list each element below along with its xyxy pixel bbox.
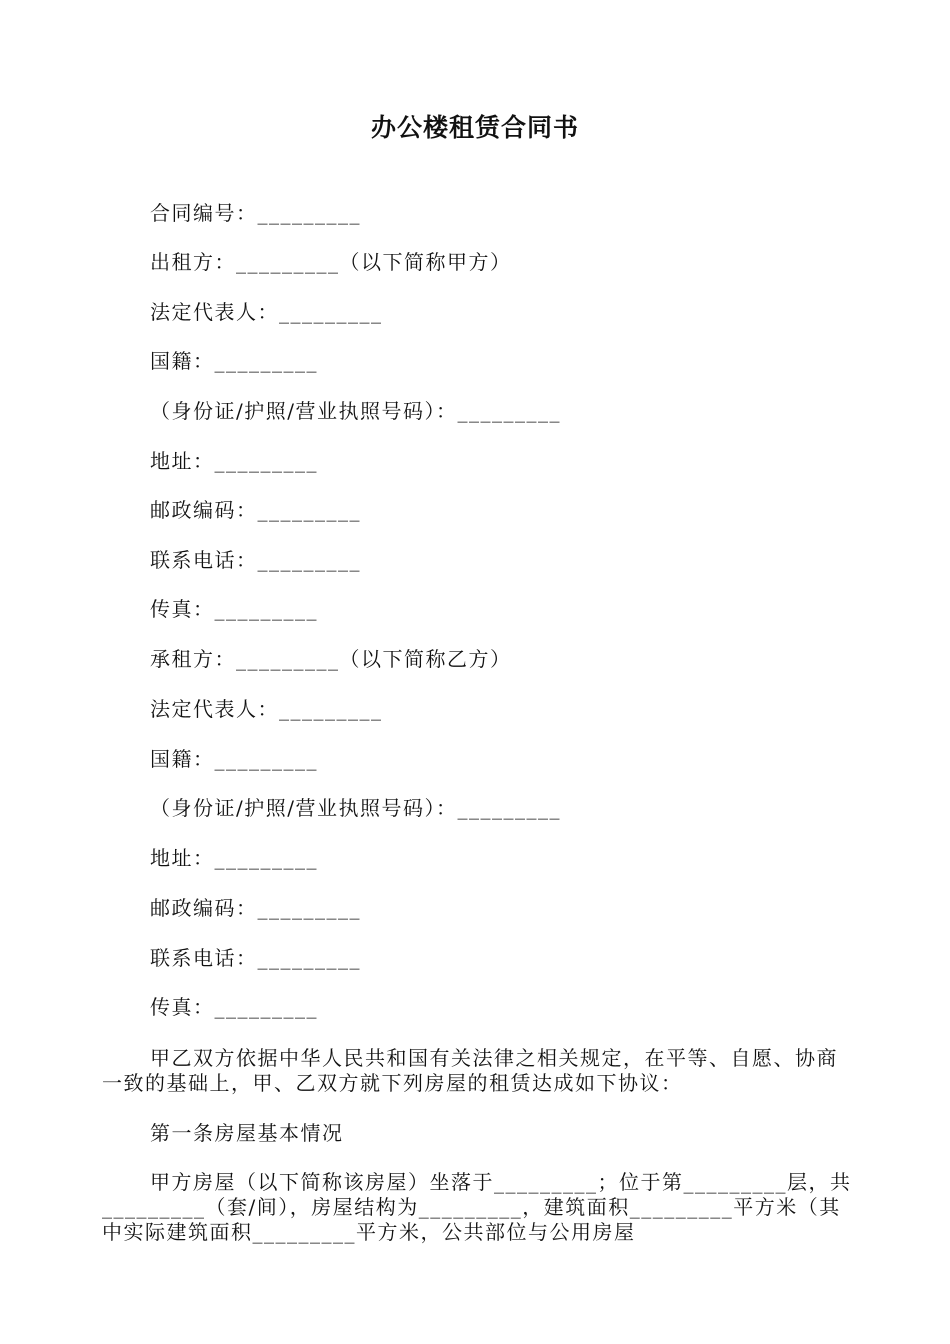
lessee-address-line: 地址：_________ — [150, 846, 318, 870]
contract-number-line: 合同编号：_________ — [150, 201, 361, 225]
lessor-line: 出租方：_________（以下简称甲方） — [150, 250, 512, 274]
lessee-fax-line: 传真：_________ — [150, 995, 318, 1019]
article-1-paragraph: 甲方房屋（以下简称该房屋）坐落于_________；位于第_________层，共_________（套/间），房屋结构为_________，建筑面积_________平方米（其中实际建筑面积_________平方米，公共部位与公用房屋 — [102, 1170, 852, 1244]
lessor-id-number-line: （身份证/护照/营业执照号码）：_________ — [150, 399, 561, 423]
lessor-address-line: 地址：_________ — [150, 449, 318, 473]
lessor-legal-rep-line: 法定代表人：_________ — [150, 300, 383, 324]
lessee-phone-line: 联系电话：_________ — [150, 946, 361, 970]
lessee-postcode-line: 邮政编码：_________ — [150, 896, 361, 920]
lessor-phone-line: 联系电话：_________ — [150, 548, 361, 572]
lessor-fax-line: 传真：_________ — [150, 597, 318, 621]
article-1-heading: 第一条房屋基本情况 — [150, 1121, 344, 1145]
lessee-legal-rep-line: 法定代表人：_________ — [150, 697, 383, 721]
lessee-id-number-line: （身份证/护照/营业执照号码）：_________ — [150, 796, 561, 820]
lessee-line: 承租方：_________（以下简称乙方） — [150, 647, 512, 671]
document-title: 办公楼租赁合同书 — [370, 113, 579, 142]
lessee-nationality-line: 国籍：_________ — [150, 747, 318, 771]
lessor-nationality-line: 国籍：_________ — [150, 349, 318, 373]
lessor-postcode-line: 邮政编码：_________ — [150, 498, 361, 522]
intro-paragraph: 甲乙双方依据中华人民共和国有关法律之相关规定，在平等、自愿、协商一致的基础上，甲、乙双方就下列房屋的租赁达成如下协议： — [102, 1046, 838, 1095]
